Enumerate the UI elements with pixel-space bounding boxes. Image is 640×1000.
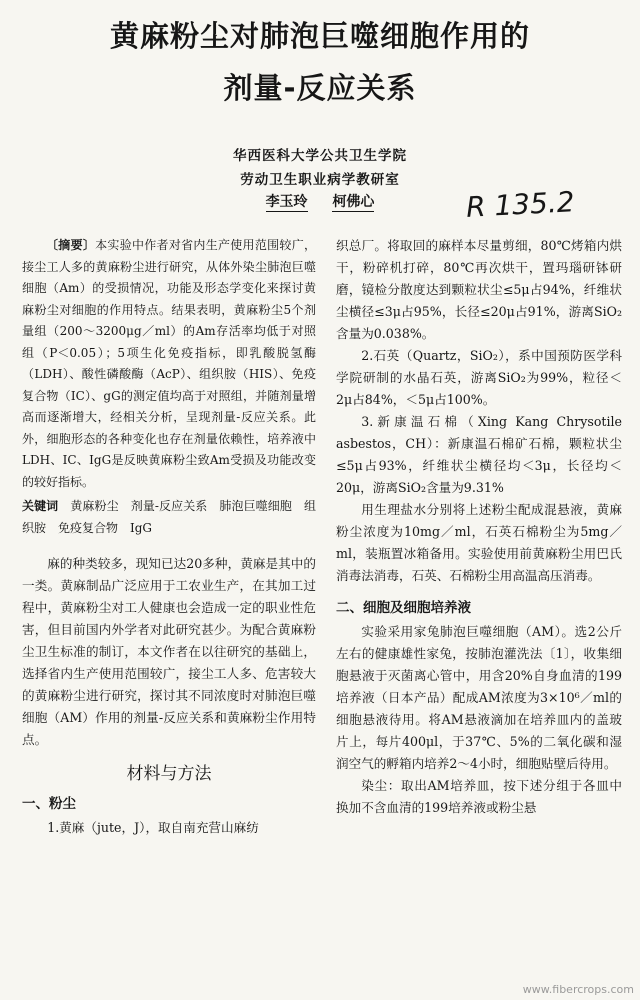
affiliation-2: 劳动卫生职业病学教研室: [240, 172, 400, 188]
item-asbestos: 3.新康温石棉（Xing Kang Chrysotile asbestos，CH）：新康温石棉矿石棉，颗粒状尘≤5μ占93%，纤维状尘横径均＜3μ，长径均＜20μ，游离SiO₂含量为9.31%: [336, 414, 622, 495]
keywords-label: 关键词: [22, 499, 59, 513]
author-1: 李玉玲: [265, 194, 308, 210]
dust-preparation: 用生理盐水分别将上述粉尘配成混悬液，黄麻粉尘浓度为10mg／ml，石英石棉粉尘为5mg／ml，装瓶置冰箱备用。实验使用前黄麻粉尘用巴氏消毒法消毒，石英、石棉粉尘用高温高压消毒。: [336, 502, 622, 583]
section-dust-heading: 一、粉尘: [22, 796, 76, 812]
abstract: [22, 235, 316, 493]
handwritten-note: R 135.2: [465, 185, 576, 224]
item-jute-start: 1.黄麻（jute，J），取自南充营山麻纺: [47, 820, 259, 835]
intro-paragraph: 麻的种类较多，现知已达20多种，黄麻是其中的一类。黄麻制品广泛应用于工农业生产，在其加工过程中，黄麻粉尘对工人健康也会造成一定的职业性危害，但目前国内外学者对此研究甚少。为配合黄麻粉尘卫生标准的制订，本文作者在以往研究的基础上，选择省内生产使用范围较广，接尘工人多、危害较大的黄麻粉尘进行研究，探讨其不同浓度时对肺泡巨噬细胞（AM）作用的剂量-反应关系和黄麻粉尘作用特点。: [22, 556, 316, 747]
exposure-paragraph: 染尘：取出AM培养皿，按下述分组于各皿中换加不含血清的199培养液或粉尘悬: [336, 778, 622, 815]
left-column: [22, 235, 316, 839]
methods-heading: 材料与方法: [126, 764, 212, 784]
item-jute-continued: 织总厂。将取回的麻样本尽量剪细，80℃烤箱内烘干，粉碎机打碎，80℃再次烘干，置玛瑙研钵研磨，镜检分散度达到颗粒状尘≤5μ占94%，纤维状尘横径≤3μ占95%，长径≤20μ占91%，游离SiO₂含量为0.038%。: [336, 238, 622, 341]
right-column: [336, 235, 622, 819]
title-line-2: 剂量-反应关系: [223, 71, 417, 105]
title-line-1: 黄麻粉尘对肺泡巨噬细胞作用的: [109, 19, 530, 53]
watermark: www.fibercrops.com: [522, 983, 634, 996]
cells-paragraph: 实验采用家兔肺泡巨噬细胞（AM）。选2公斤左右的健康雄性家兔，按肺泡灌洗法〔1〕，收集细胞悬液于灭菌离心管中，用含20%自身血清的199培养液（日本产品）配成AM浓度为3×10⁶／ml的细胞悬液待用。将AM悬液滴加在培养皿内的盖玻片上，每片400μl，于37℃、5%的二氧化碳和湿润空气的孵箱内培养2～4小时，细胞贴壁后待用。: [336, 624, 622, 771]
abstract-label: 〔摘要〕: [46, 238, 96, 252]
author-2: 柯佛心: [332, 194, 375, 210]
affiliation-1: 华西医科大学公共卫生学院: [233, 148, 407, 164]
abstract-text: 本实验中作者对省内生产使用范围较广，接尘工人多的黄麻粉尘进行研究，从体外染尘肺泡巨噬细胞（Am）的受损情况，功能及形态学变化来探讨黄麻粉尘对细胞的作用特点。结果表明，黄麻粉尘5个剂量组（200～3200μg／ml）的Am存活率均低于对照组（P＜0.05）；5项生化免疫指标，即乳酸脱氢酶（LDH）、酸性磷酸酶（AcP）、组织胺（HIS）、免疫复合物（IC）、gG的测定值均高于对照组，并随剂量增高而逐渐增大，经相关分析，呈现剂量-反应关系。此外，细胞形态的各种变化也存在剂量依赖性，培养液中LDH、IC、IgG是反映黄麻粉尘致Am受损及功能改变的较好指标。: [22, 238, 316, 489]
keywords-text: 黄麻粉尘 剂量-反应关系 肺泡巨噬细胞 组织胺 免疫复合物 IgG: [22, 499, 316, 535]
keywords: [22, 495, 316, 539]
section-cells-heading: 二、细胞及细胞培养液: [336, 600, 471, 616]
item-quartz: 2.石英（Quartz，SiO₂），系中国预防医学科学院研制的水晶石英，游离SiO₂为99%，粒径＜2μ占84%，＜5μ占100%。: [336, 348, 622, 407]
